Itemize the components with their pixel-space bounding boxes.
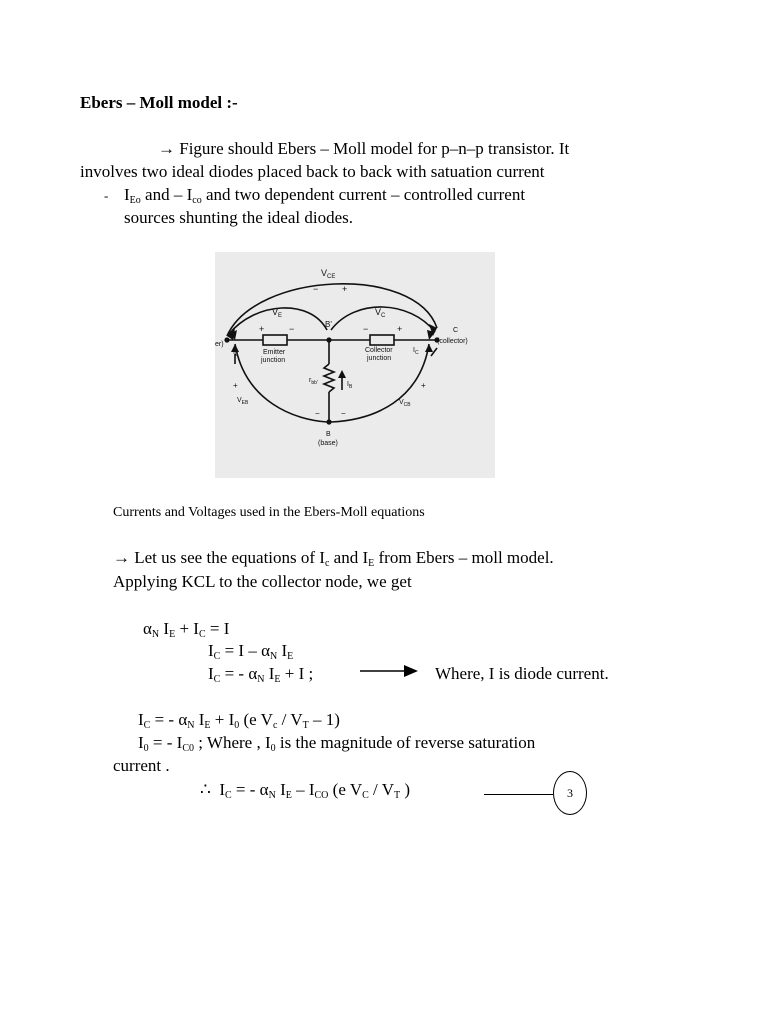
equation-number-circle xyxy=(553,771,587,815)
where-diode-current: Where, I is diode current. xyxy=(435,664,609,683)
label-emitter-junction-1: Emitter xyxy=(263,349,286,356)
label-collector: (collector) xyxy=(437,338,468,345)
label-ie: $I_E$ xyxy=(233,349,239,358)
page-heading: Ebers – Moll model :- xyxy=(80,93,238,112)
figure-caption: Currents and Voltages used in the Ebers-Moll equations xyxy=(113,505,425,520)
label-emitter-minus: − xyxy=(289,324,295,334)
label-emitter-junction-2: junction xyxy=(261,357,286,364)
right-arrow-icon xyxy=(360,663,420,679)
label-emitter-plus: + xyxy=(259,324,265,334)
ebers-moll-circuit-figure xyxy=(215,252,495,478)
para2-line-2: Applying KCL to the collector node, we get xyxy=(113,572,412,591)
label-ib: $I_B$ xyxy=(347,381,353,390)
intro-line-2: involves two ideal diodes placed back to back with satuation current xyxy=(80,162,545,181)
equation-number: 3 xyxy=(567,785,573,800)
ib-arrowhead xyxy=(338,370,346,378)
label-vc: $V_C$ xyxy=(375,307,386,319)
emitter-diode-box xyxy=(263,335,287,345)
label-veb: $V_{EB}$ xyxy=(237,397,249,406)
label-rbb: $r_{bb'}$ xyxy=(309,377,318,386)
label-vcb-plus: + xyxy=(421,381,426,390)
equation-6: ∴ $I_C$ = - $\alpha_N$ $I_E - I_{CO}$ (e $V_C / V_T$ ) xyxy=(200,780,411,801)
equation-1: $\alpha_N$ $I_E + I_C = I$ xyxy=(143,619,230,640)
intro-line-3: $I_{Eo}$ and – $I_{co}$ and two dependent current – controlled current xyxy=(124,185,526,206)
node-bprime xyxy=(326,337,331,342)
label-collector-junction-1: Collector xyxy=(365,347,393,354)
label-collector-plus: + xyxy=(397,324,403,334)
label-collector-junction-2: junction xyxy=(367,355,392,362)
equation-3: $I_C$ = - $\alpha_N$ $I_E + I$ ; xyxy=(208,664,314,685)
label-bprime: B' xyxy=(325,320,332,329)
label-vce-minus: − xyxy=(313,284,319,294)
node-base xyxy=(326,419,331,424)
equation-2: $I_C = I - \alpha_N$ $I_E$ xyxy=(208,641,294,662)
label-vce-plus: + xyxy=(342,284,348,294)
label-veb-minus: − xyxy=(315,409,320,418)
circuit-diagram xyxy=(215,252,495,478)
label-c: C xyxy=(453,327,459,334)
vc-arc xyxy=(331,307,435,332)
collector-diode-box xyxy=(370,335,394,345)
label-b: B xyxy=(326,431,331,438)
intro-line-1: → Figure should Ebers – Moll model for p–n–p transistor. It xyxy=(158,139,570,158)
bullet-dash: - xyxy=(104,188,109,203)
label-ve: $V_E$ xyxy=(272,307,283,319)
label-vce: $V_{CE}$ xyxy=(321,268,336,280)
node-emitter xyxy=(224,337,229,342)
label-emitter-cut: er) xyxy=(215,341,224,348)
label-ic: $I_C$ xyxy=(413,347,419,356)
label-veb-plus: + xyxy=(233,381,238,390)
para2-line-1: → Let us see the equations of $I_c$ and $I_E$ from Ebers – moll model. xyxy=(113,548,554,569)
label-vcb: $V_{CB}$ xyxy=(399,399,411,408)
label-vcb-minus: − xyxy=(341,409,346,418)
label-collector-minus: − xyxy=(363,324,369,334)
equation-4: $I_C$ = - $\alpha_N$ $I_E + I_0$ (e $V_c / V_T - 1$) xyxy=(138,710,340,731)
vcb-arrowhead xyxy=(425,344,433,352)
equation-number-leader-line xyxy=(484,794,553,795)
equation-5: $I_0$ = - $I_{C0}$ ; Where , $I_0$ is the magnitude of reverse saturation xyxy=(138,733,536,754)
equation-5-continued: current . xyxy=(113,756,170,775)
rbb-resistor xyxy=(324,364,334,392)
label-base: (base) xyxy=(318,440,338,447)
intro-line-4: sources shunting the ideal diodes. xyxy=(124,208,353,227)
